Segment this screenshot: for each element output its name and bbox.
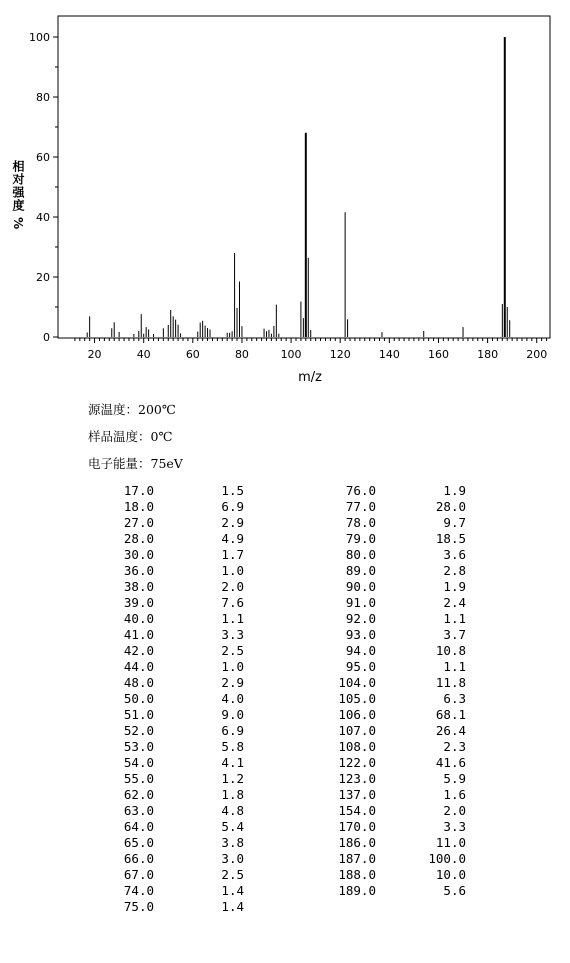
mz-value: 186.0 [338, 835, 376, 850]
peak-table-row [0, 579, 570, 595]
peak-table-row [0, 803, 570, 819]
mz-value: 30.0 [123, 547, 154, 562]
intensity-value: 5.6 [443, 883, 466, 898]
mz-value: 76.0 [345, 483, 376, 498]
intensity-value: 11.0 [435, 835, 466, 850]
intensity-value: 1.4 [221, 899, 244, 914]
y-axis-label: 相对强度 % [11, 160, 25, 231]
mz-value: 122.0 [338, 755, 376, 770]
peak-table-row [0, 771, 570, 787]
mz-value: 154.0 [338, 803, 376, 818]
mz-value: 90.0 [345, 579, 376, 594]
x-tick-label: 180 [477, 348, 499, 361]
intensity-value: 1.4 [221, 883, 244, 898]
mz-value: 38.0 [123, 579, 154, 594]
intensity-value: 1.0 [221, 563, 244, 578]
peak-table-row [0, 595, 570, 611]
intensity-value: 6.9 [221, 723, 244, 738]
intensity-value: 5.8 [221, 739, 244, 754]
mz-value: 108.0 [338, 739, 376, 754]
x-axis-label: m/z [298, 370, 322, 385]
mz-value: 78.0 [345, 515, 376, 530]
intensity-value: 5.4 [221, 819, 244, 834]
x-tick-label: 40 [136, 348, 151, 361]
peak-table-row [0, 899, 570, 915]
mz-value: 92.0 [345, 611, 376, 626]
mz-value: 48.0 [123, 675, 154, 690]
intensity-value: 1.0 [221, 659, 244, 674]
peak-table-row [0, 483, 570, 499]
intensity-value: 11.8 [435, 675, 466, 690]
peak-table-row [0, 499, 570, 515]
y-tick-label: 40 [36, 211, 50, 224]
intensity-value: 3.7 [443, 627, 466, 642]
mz-value: 66.0 [123, 851, 154, 866]
peak-table-row [0, 627, 570, 643]
intensity-value: 2.0 [221, 579, 244, 594]
intensity-value: 3.3 [443, 819, 466, 834]
mz-value: 54.0 [123, 755, 154, 770]
mz-value: 41.0 [123, 627, 154, 642]
intensity-value: 6.9 [221, 499, 244, 514]
mz-value: 188.0 [338, 867, 376, 882]
x-tick-label: 20 [87, 348, 102, 361]
x-tick-label: 60 [185, 348, 200, 361]
mz-value: 106.0 [338, 707, 376, 722]
intensity-value: 28.0 [435, 499, 466, 514]
mz-value: 28.0 [123, 531, 154, 546]
intensity-value: 1.2 [221, 771, 244, 786]
intensity-value: 9.0 [221, 707, 244, 722]
mz-value: 40.0 [123, 611, 154, 626]
mz-value: 80.0 [345, 547, 376, 562]
intensity-value: 1.9 [443, 483, 466, 498]
intensity-value: 4.1 [221, 755, 244, 770]
peak-table-row [0, 659, 570, 675]
intensity-value: 100.0 [428, 851, 466, 866]
mz-value: 79.0 [345, 531, 376, 546]
mz-value: 63.0 [123, 803, 154, 818]
mz-value: 67.0 [123, 867, 154, 882]
mz-value: 55.0 [123, 771, 154, 786]
mz-value: 93.0 [345, 627, 376, 642]
peak-table-row [0, 787, 570, 803]
intensity-value: 7.6 [221, 595, 244, 610]
peak-table-row [0, 675, 570, 691]
intensity-value: 1.1 [443, 659, 466, 674]
mz-value: 123.0 [338, 771, 376, 786]
x-tick-label: 140 [378, 348, 400, 361]
mz-value: 170.0 [338, 819, 376, 834]
peak-table-row [0, 739, 570, 755]
plot-frame [58, 16, 550, 338]
peak-table-row [0, 883, 570, 899]
x-tick-label: 120 [329, 348, 351, 361]
source-temperature-info: 源温度：200℃ [88, 402, 176, 417]
mz-value: 107.0 [338, 723, 376, 738]
intensity-value: 2.5 [221, 643, 244, 658]
peak-table-row [0, 755, 570, 771]
mz-value: 17.0 [123, 483, 154, 498]
intensity-value: 1.7 [221, 547, 244, 562]
y-tick-label: 60 [36, 151, 50, 164]
mz-value: 75.0 [123, 899, 154, 914]
peak-table-row [0, 723, 570, 739]
mz-value: 39.0 [123, 595, 154, 610]
intensity-value: 68.1 [435, 707, 466, 722]
mz-value: 94.0 [345, 643, 376, 658]
intensity-value: 1.1 [443, 611, 466, 626]
intensity-value: 2.8 [443, 563, 466, 578]
mz-value: 74.0 [123, 883, 154, 898]
x-tick-label: 80 [234, 348, 249, 361]
electron-energy-info: 电子能量：75eV [88, 456, 183, 471]
y-tick-label: 80 [36, 91, 50, 104]
intensity-value: 4.8 [221, 803, 244, 818]
y-tick-label: 100 [29, 31, 50, 44]
peak-table-row [0, 867, 570, 883]
mz-value: 189.0 [338, 883, 376, 898]
mz-value: 137.0 [338, 787, 376, 802]
mz-value: 27.0 [123, 515, 154, 530]
intensity-value: 2.5 [221, 867, 244, 882]
x-tick-label: 200 [526, 348, 548, 361]
mz-value: 42.0 [123, 643, 154, 658]
y-tick-label: 20 [36, 271, 50, 284]
peak-table-row [0, 691, 570, 707]
mz-value: 62.0 [123, 787, 154, 802]
intensity-value: 26.4 [435, 723, 466, 738]
y-tick-label: 0 [43, 331, 50, 344]
peak-table-row [0, 819, 570, 835]
intensity-value: 9.7 [443, 515, 466, 530]
intensity-value: 5.9 [443, 771, 466, 786]
mz-value: 77.0 [345, 499, 376, 514]
intensity-value: 1.9 [443, 579, 466, 594]
peak-table-row [0, 515, 570, 531]
intensity-value: 3.8 [221, 835, 244, 850]
peak-table-row [0, 563, 570, 579]
sample-temperature-info: 样品温度：0℃ [88, 429, 173, 444]
mz-value: 65.0 [123, 835, 154, 850]
mz-value: 91.0 [345, 595, 376, 610]
mz-value: 36.0 [123, 563, 154, 578]
peak-table-row [0, 531, 570, 547]
intensity-value: 10.8 [435, 643, 466, 658]
mz-value: 44.0 [123, 659, 154, 674]
intensity-value: 1.1 [221, 611, 244, 626]
mz-value: 53.0 [123, 739, 154, 754]
intensity-value: 18.5 [435, 531, 466, 546]
intensity-value: 2.9 [221, 675, 244, 690]
x-tick-label: 100 [280, 348, 302, 361]
mz-value: 18.0 [123, 499, 154, 514]
mz-value: 64.0 [123, 819, 154, 834]
mass-spectrum-chart [0, 0, 570, 400]
intensity-value: 6.3 [443, 691, 466, 706]
mz-value: 105.0 [338, 691, 376, 706]
peak-table-row [0, 835, 570, 851]
intensity-value: 2.9 [221, 515, 244, 530]
peak-table-row [0, 851, 570, 867]
intensity-value: 10.0 [435, 867, 466, 882]
intensity-value: 1.6 [443, 787, 466, 802]
peak-table-row [0, 611, 570, 627]
mz-value: 95.0 [345, 659, 376, 674]
intensity-value: 4.9 [221, 531, 244, 546]
peak-table-row [0, 643, 570, 659]
x-tick-label: 160 [427, 348, 449, 361]
intensity-value: 41.6 [435, 755, 466, 770]
mz-value: 187.0 [338, 851, 376, 866]
mz-value: 50.0 [123, 691, 154, 706]
intensity-value: 2.4 [443, 595, 466, 610]
intensity-value: 1.8 [221, 787, 244, 802]
intensity-value: 3.0 [221, 851, 244, 866]
intensity-value: 3.6 [443, 547, 466, 562]
peak-table-row [0, 547, 570, 563]
intensity-value: 4.0 [221, 691, 244, 706]
intensity-value: 1.5 [221, 483, 244, 498]
mz-value: 51.0 [123, 707, 154, 722]
mz-value: 89.0 [345, 563, 376, 578]
intensity-value: 2.0 [443, 803, 466, 818]
mz-value: 52.0 [123, 723, 154, 738]
mz-value: 104.0 [338, 675, 376, 690]
peak-table-row [0, 707, 570, 723]
intensity-value: 3.3 [221, 627, 244, 642]
intensity-value: 2.3 [443, 739, 466, 754]
